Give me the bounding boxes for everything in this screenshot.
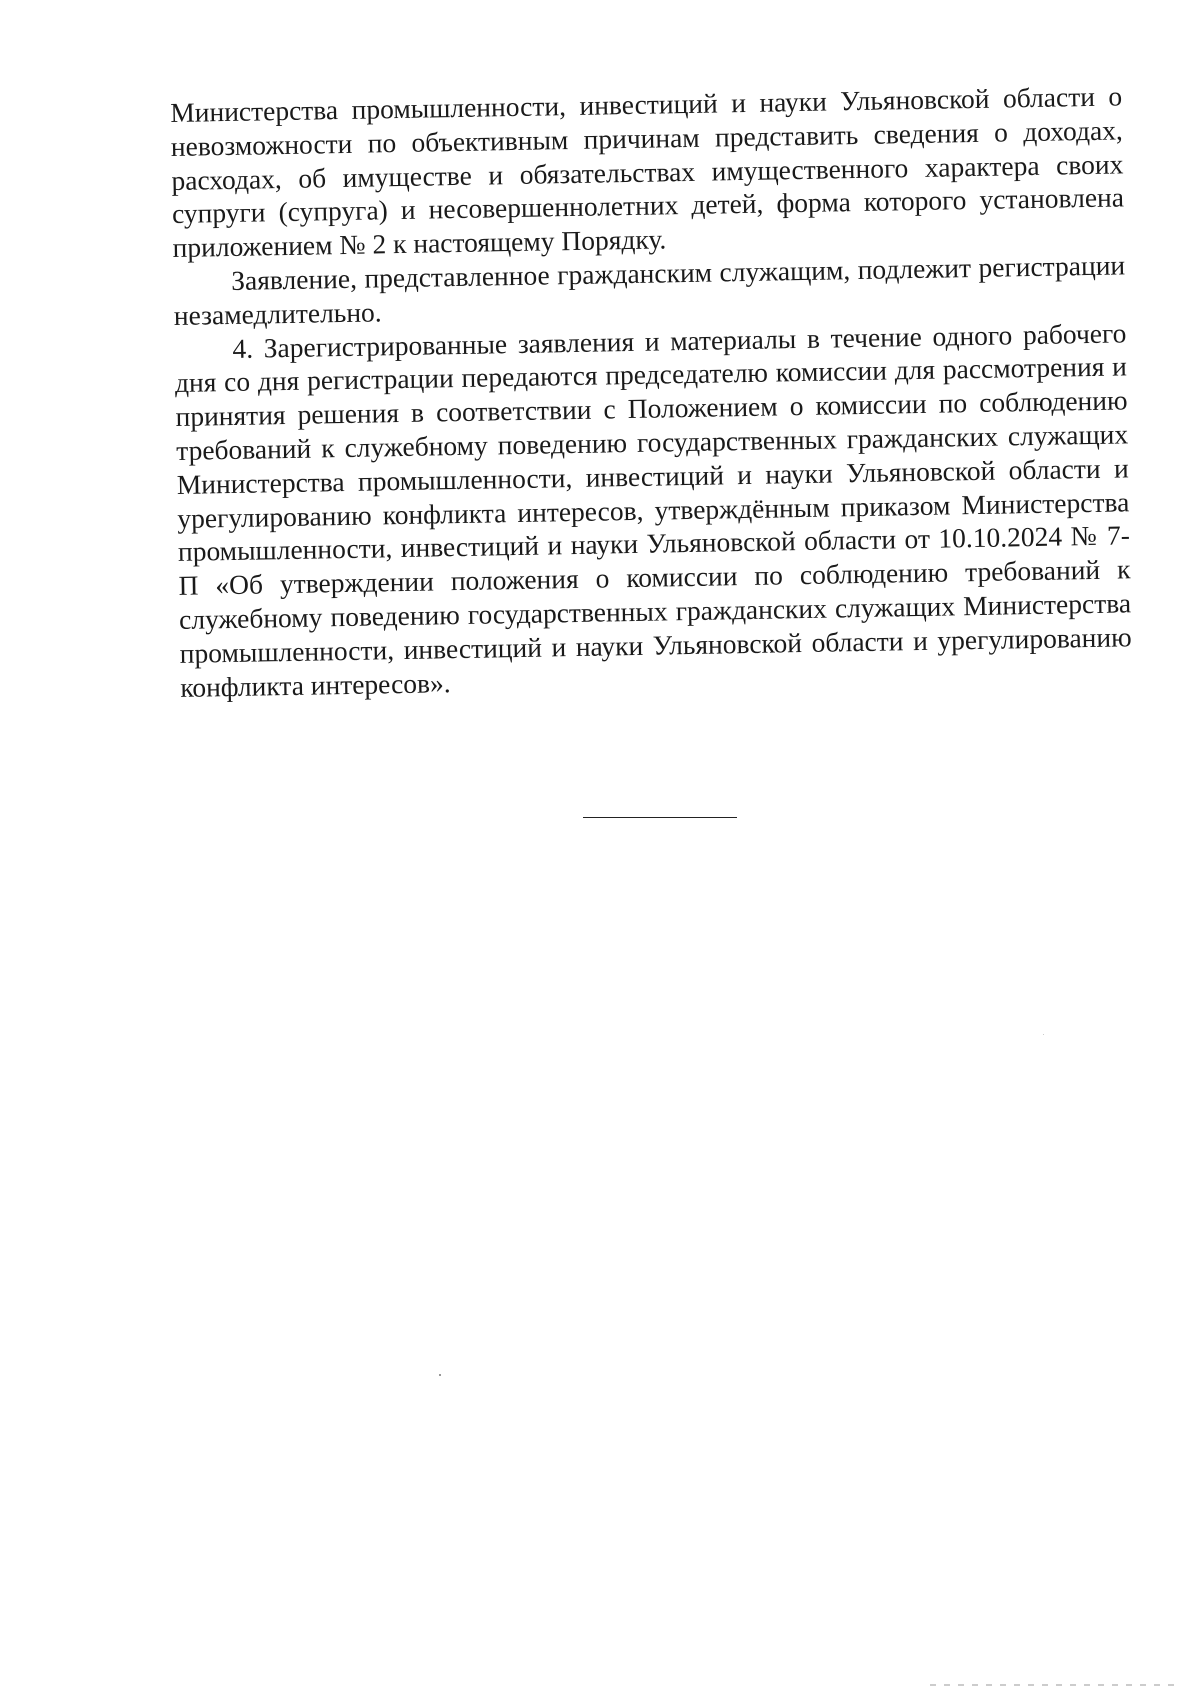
text-line: инвестиций и науки Ульяновской области и урегулированию конфликта [180, 621, 1132, 703]
text-line: регистрации незамедлительно. [173, 249, 1126, 331]
end-of-document-divider [583, 817, 737, 818]
text-line: рассмотрения и принятия решения в соответствии с Положением о комиссии [175, 350, 1128, 433]
scan-speck [439, 1374, 441, 1376]
text-line: Ульяновской области и урегулированию конфликта интересов, [177, 452, 1129, 534]
text-line: утверждённым приказом Министерства промышленности, инвестиций и [177, 485, 1130, 568]
text-line: супруги (супруга) и несовершеннолетних детей, форма которого установлена [171, 181, 1125, 230]
text-line: расходах, об имуществе и обязательствах имущественного характера своих [171, 147, 1124, 196]
text-line: по соблюдению требований к служебному поведению государственных [175, 384, 1128, 466]
text-line: приложением № 2 к настоящему Порядку. [172, 223, 667, 264]
text-line: интересов». [310, 666, 451, 701]
text-line: 4. Зарегистрированные заявления и материалы в течение одного [232, 318, 1013, 364]
text-line: Заявление, представленное гражданским служащим, подлежит [230, 252, 972, 296]
text-line: государственных гражданских служащих Министерства промышленности, [179, 587, 1132, 669]
paragraph-item-4 [174, 316, 1132, 704]
text-line: невозможности по объективным причинам представить сведения о доходах, [170, 114, 1124, 162]
scan-speck [1043, 1034, 1044, 1035]
text-line: науки Ульяновской области от 10.10.2024 № 7-П «Об утверждении [178, 519, 1131, 602]
text-line: гражданских служащих Министерства промышленности, инвестиций и науки [176, 418, 1129, 500]
text-line: положения о комиссии по соблюдению требований к служебному поведению [178, 553, 1131, 635]
scan-edge-artifact [930, 1684, 1180, 1686]
text-line: рабочего дня со дня регистрации передаются председателю комиссии для [174, 316, 1127, 399]
paragraph-statement-form [170, 79, 1125, 265]
text-line: Министерства промышленности, инвестиций и науки Ульяновской области о [170, 80, 1123, 128]
document-body [170, 79, 1132, 704]
